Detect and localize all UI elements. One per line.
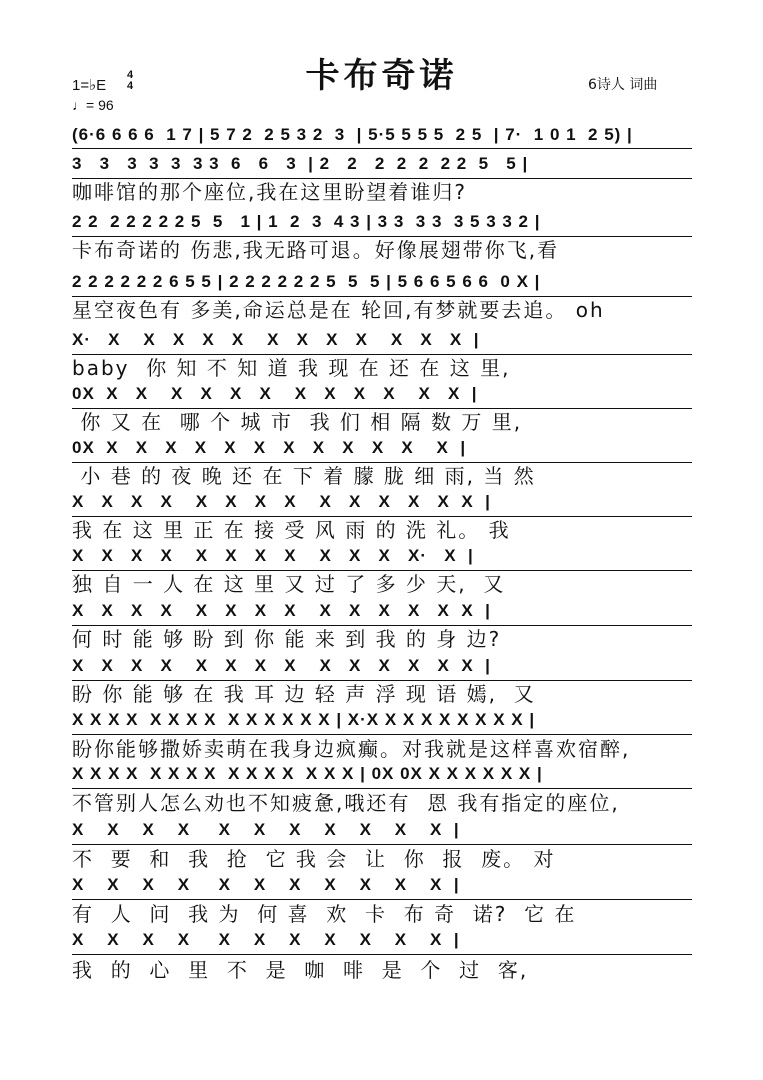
lyrics-row: 不管别人怎么劝也不知疲惫,哦还有 恩 我有指定的座位,: [72, 791, 620, 815]
notes-row: (6·6 6 6 6 1 7 | 5 7 2 2 5 3 2 3 | 5·5 5 5 5 2 5 | 7· 1 0 1 2 5) |: [72, 125, 633, 144]
tempo-marking: ♩= 96: [72, 97, 114, 113]
beam-line: [72, 178, 692, 179]
beam-line: [72, 570, 692, 571]
beam-line: [72, 954, 692, 955]
notes-row: X X X X X X X X X X X X X X |: [72, 656, 491, 675]
notes-row: X X X X X X X X X X X |: [72, 820, 460, 839]
notes-row: X X X X X X X X X X X X X X | X·X X X X X X X X X |: [72, 710, 536, 729]
beam-line: [72, 296, 692, 297]
beam-line: [72, 408, 692, 409]
notes-row: 0X X X X X X X X X X X X X |: [72, 438, 467, 457]
lyrics-row: 我 的 心 里 不 是 咖 啡 是 个 过 客,: [72, 958, 529, 982]
notes-row: X X X X X X X X X X X X X X |: [72, 601, 491, 620]
beam-line: [72, 462, 692, 463]
notes-row: X X X X X X X X X X X X X X X | 0X 0X X X X X X X |: [72, 764, 543, 783]
notes-row: 3 3 3 3 3 3 3 6 6 3 | 2 2 2 2 2 2 2 5 5 |: [72, 154, 529, 173]
lyrics-row: 星空夜色有 多美,命运总是在 轮回,有梦就要去追。 oh: [72, 298, 605, 322]
notes-row: X X X X X X X X X X X X X X |: [72, 492, 491, 511]
notes-row: X X X X X X X X X X X |: [72, 930, 460, 949]
lyrics-row: 何 时 能 够 盼 到 你 能 来 到 我 的 身 边?: [72, 627, 502, 651]
key-signature: 1=♭E: [72, 77, 107, 94]
beam-line: [72, 236, 692, 237]
beam-line: [72, 788, 692, 789]
lyrics-row: 独 自 一 人 在 这 里 又 过 了 多 少 天, 又: [72, 572, 506, 596]
lyrics-row: 盼你能够撒娇卖萌在我身边疯癫。对我就是这样喜欢宿醉,: [72, 737, 631, 761]
notes-row: 2 2 2 2 2 2 2 5 5 1 | 1 2 3 4 3 | 3 3 3 3 3 5 3 3 2 |: [72, 212, 541, 231]
lyrics-row: 盼 你 能 够 在 我 耳 边 轻 声 浮 现 语 嫣, 又: [72, 682, 536, 706]
beam-line: [72, 148, 692, 149]
lyrics-row: 你 又 在 哪 个 城 市 我 们 相 隔 数 万 里,: [72, 410, 523, 434]
time-signature-bottom: 4: [127, 80, 134, 92]
beam-line: [72, 354, 692, 355]
composer-credit: 6诗人 词曲: [588, 77, 658, 93]
lyrics-row: 不 要 和 我 抢 它 我 会 让 你 报 废。 对: [72, 847, 556, 871]
beam-line: [72, 734, 692, 735]
song-title: 卡布奇诺: [305, 56, 458, 96]
beam-line: [72, 844, 692, 845]
lyrics-row: 小 巷 的 夜 晚 还 在 下 着 朦 胧 细 雨, 当 然: [72, 464, 536, 488]
notes-row: 2 2 2 2 2 2 6 5 5 | 2 2 2 2 2 2 5 5 5 | 5 6 6 5 6 6 0 X |: [72, 272, 541, 291]
time-signature-top: 4: [127, 69, 134, 81]
beam-line: [72, 680, 692, 681]
notes-row: X X X X X X X X X X X |: [72, 875, 460, 894]
notes-row: 0X X X X X X X X X X X X X |: [72, 384, 478, 403]
notes-row: X· X X X X X X X X X X X X |: [72, 330, 480, 349]
beam-line: [72, 625, 692, 626]
lyrics-row: 我 在 这 里 正 在 接 受 风 雨 的 洗 礼。 我: [72, 518, 511, 542]
lyrics-row: 咖啡馆的那个座位,我在这里盼望着谁归?: [72, 180, 467, 204]
notes-row: X X X X X X X X X X X X· X |: [72, 546, 474, 565]
lyrics-row: baby 你 知 不 知 道 我 现 在 还 在 这 里,: [72, 356, 511, 380]
lyrics-row: 卡布奇诺的 伤悲,我无路可退。好像展翅带你飞,看: [72, 238, 560, 262]
beam-line: [72, 899, 692, 900]
time-signature: [127, 70, 133, 92]
lyrics-row: 有 人 问 我 为 何 喜 欢 卡 布 奇 诺? 它 在: [72, 902, 577, 926]
beam-line: [72, 516, 692, 517]
